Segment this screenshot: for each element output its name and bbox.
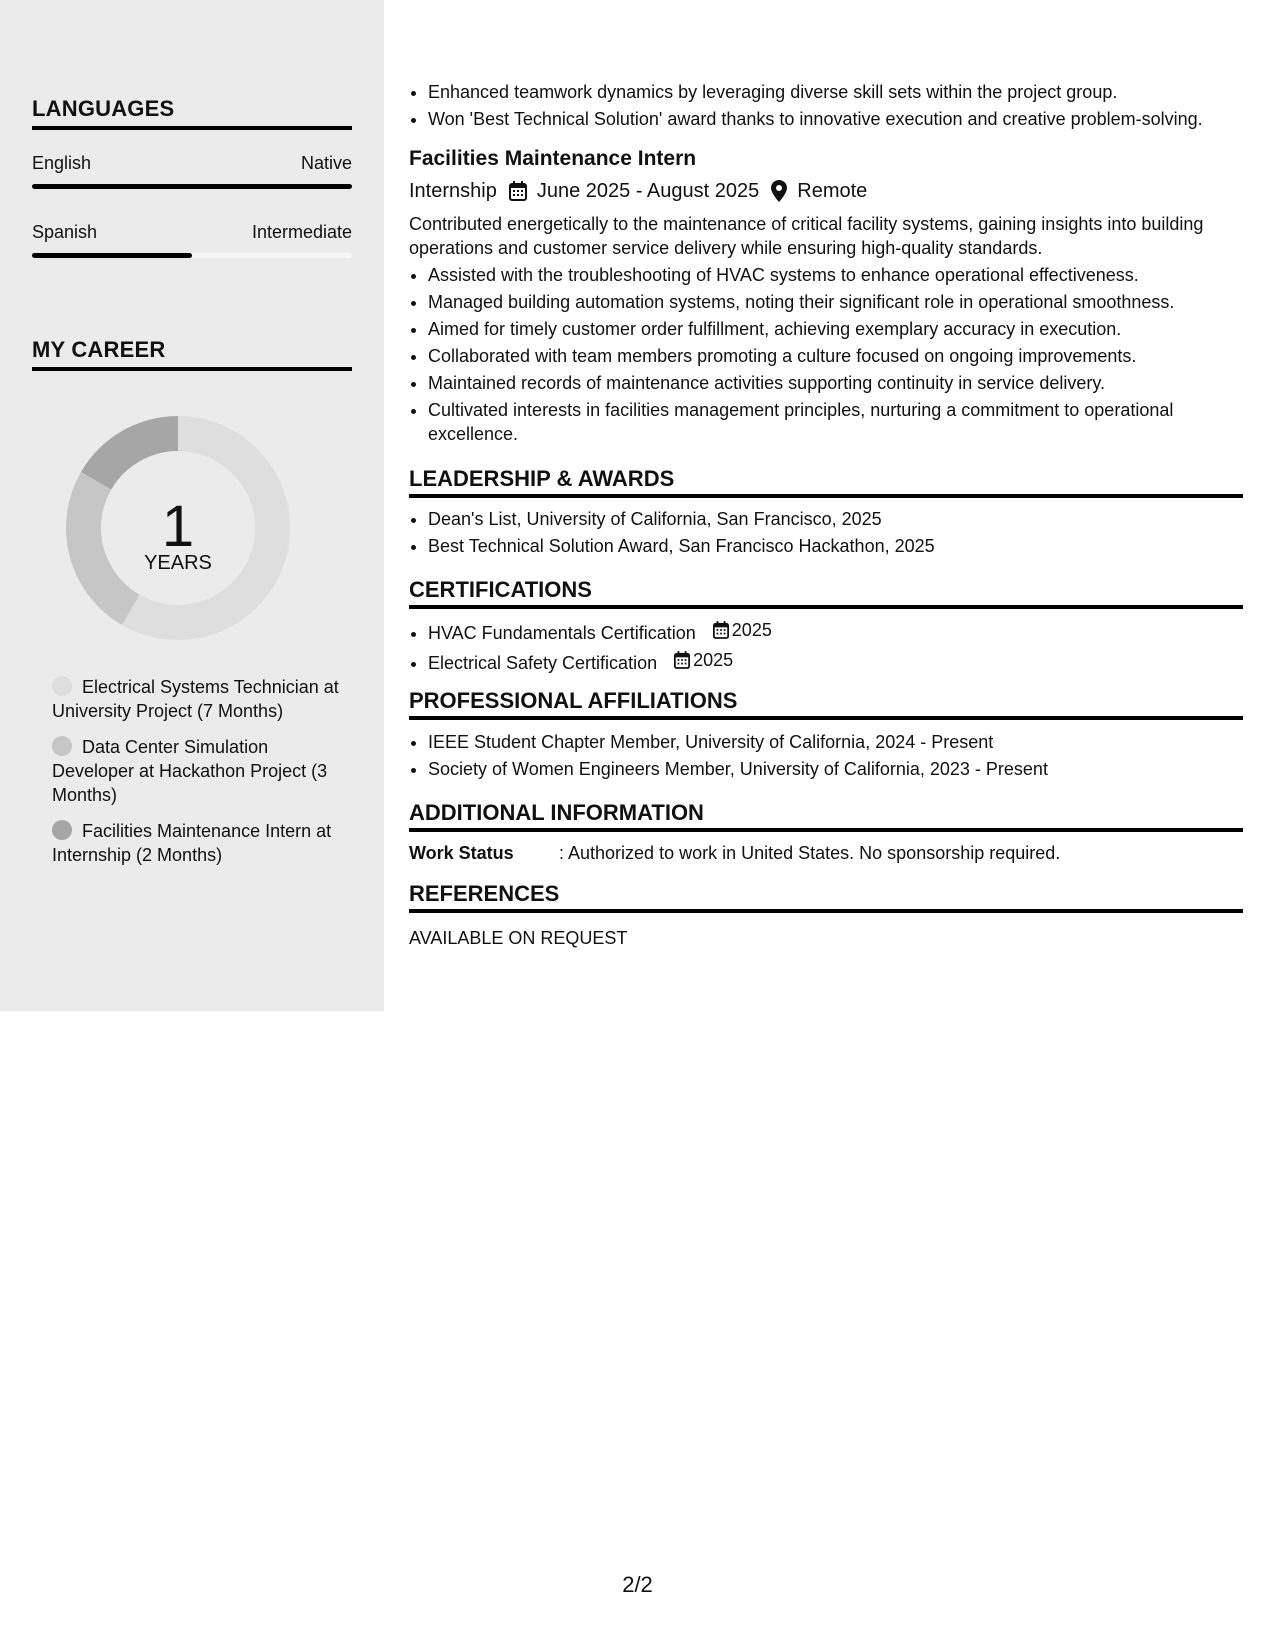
career-total-value: 1 (161, 494, 195, 559)
affiliations-list (409, 730, 1262, 784)
career-legend-label: Electrical Systems Technician at University Project (7 Months) (52, 677, 339, 721)
bullet-item: • Maintained records of maintenance activities supporting continuity in service delivery. (428, 371, 1262, 395)
location-pin-icon (771, 180, 787, 202)
career-legend-label: Data Center Simulation Developer at Hackathon Project (3 Months) (52, 737, 328, 805)
job-bullets (409, 263, 1262, 449)
language-name: English (32, 153, 92, 173)
job-location: Remote (797, 180, 868, 202)
calendar-icon (674, 651, 690, 669)
work-status-value: : Authorized to work in United States. No sponsorship required. (559, 843, 1061, 863)
certifications-heading: CERTIFICATIONS (409, 577, 1243, 609)
bullet-item: • Assisted with the troubleshooting of HVAC systems to enhance operational effectiveness. (428, 263, 1262, 287)
language-name: Spanish (32, 222, 98, 242)
page-number: 2/2 (622, 1572, 653, 1597)
affiliations-heading: PROFESSIONAL AFFILIATIONS (409, 688, 1243, 720)
certification-item (428, 618, 1262, 645)
certification-year: 2025 (693, 650, 734, 670)
bullet-item: • Society of Women Engineers Member, University of California, 2023 - Present (428, 757, 1262, 781)
additional-info-heading: ADDITIONAL INFORMATION (409, 800, 1243, 832)
career-legend-label: Facilities Maintenance Intern at Internship (2 Months) (52, 821, 332, 865)
job-dates: June 2025 - August 2025 (536, 180, 760, 202)
bullet-item: • Collaborated with team members promoting a culture focused on ongoing improvements. (428, 344, 1262, 368)
leadership-list (409, 507, 1262, 561)
bullet-item: • Best Technical Solution Award, San Francisco Hackathon, 2025 (428, 534, 1262, 558)
bullet-item: • Dean's List, University of California, San Francisco, 2025 (428, 507, 1262, 531)
career-legend-item (52, 819, 342, 867)
language-bar-fill (32, 184, 352, 189)
bullet-item: • Aimed for timely customer order fulfillment, achieving exemplary accuracy in execution. (428, 317, 1262, 341)
language-bar-fill (32, 253, 192, 258)
career-heading: MY CAREER (32, 337, 352, 371)
legend-dot (52, 736, 72, 756)
sidebar (0, 0, 384, 1011)
work-status-row (409, 841, 1060, 865)
job-description: Contributed energetically to the maintenance of critical facility systems, gaining insights into building operations and customer service delivery while ensuring high-quality standards. (409, 214, 1204, 258)
bullet-item: • Enhanced teamwork dynamics by leveraging diverse skill sets within the project group. (428, 80, 1262, 104)
calendar-icon (713, 621, 729, 639)
previous-job-bullets (409, 80, 1262, 134)
references-heading: REFERENCES (409, 881, 1243, 913)
leadership-heading: LEADERSHIP & AWARDS (409, 466, 1243, 498)
language-level: Intermediate (251, 222, 352, 242)
career-legend (52, 675, 342, 879)
language-bar-english (32, 184, 352, 189)
bullet-item: • Managed building automation systems, noting their significant role in operational smoothness. (428, 290, 1262, 314)
legend-dot (52, 676, 72, 696)
certification-year-wrap (713, 618, 772, 642)
job-company: Internship (409, 180, 497, 202)
language-row-english (32, 152, 352, 174)
donut-segment-2 (81, 416, 178, 490)
bullet-item: • Won 'Best Technical Solution' award thanks to innovative execution and creative problem-solving. (428, 107, 1262, 131)
bullet-item: • IEEE Student Chapter Member, University of California, 2024 - Present (428, 730, 1262, 754)
career-total-unit: YEARS (144, 552, 212, 574)
career-legend-item (52, 675, 342, 723)
legend-dot (52, 820, 72, 840)
language-row-spanish (32, 221, 352, 243)
language-bar-spanish (32, 253, 352, 258)
certification-name: Electrical Safety Certification (428, 653, 658, 673)
job-title: Facilities Maintenance Intern (409, 147, 697, 170)
certification-name: HVAC Fundamentals Certification (428, 623, 696, 643)
certifications-list (409, 618, 1262, 678)
donut-segment-1 (66, 472, 140, 625)
job-meta (409, 178, 867, 204)
references-text: AVAILABLE ON REQUEST (409, 928, 628, 948)
career-legend-item (52, 735, 342, 807)
languages-heading: LANGUAGES (32, 96, 352, 130)
work-status-label: Work Status (409, 843, 514, 863)
certification-year: 2025 (731, 620, 772, 640)
language-level: Native (300, 153, 352, 173)
bullet-item: • Cultivated interests in facilities management principles, nurturing a commitment to operational excellence. (428, 398, 1262, 446)
certification-item (428, 648, 1262, 675)
certification-year-wrap (674, 648, 733, 672)
career-donut-chart (66, 416, 290, 640)
calendar-icon (509, 181, 527, 201)
